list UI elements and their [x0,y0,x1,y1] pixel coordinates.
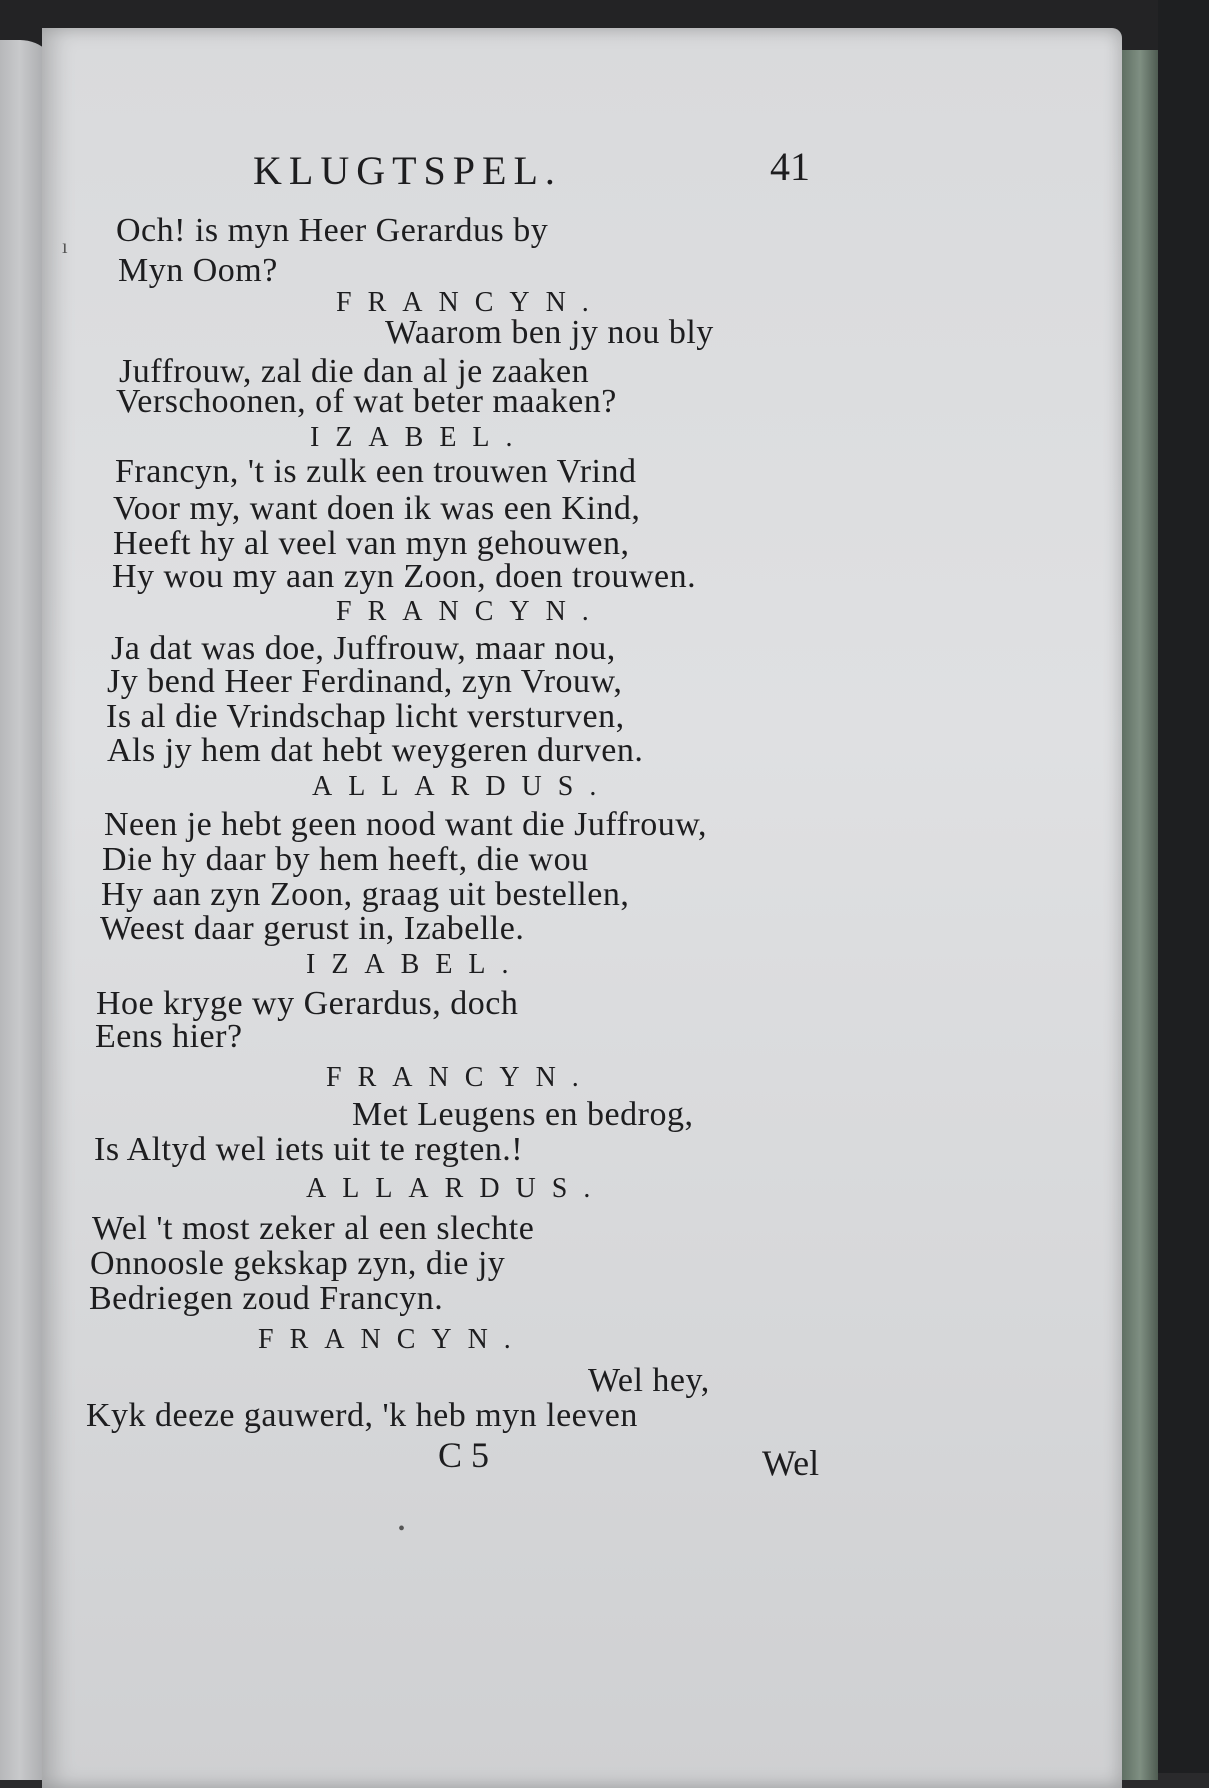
verse-line: Heeft hy al veel van myn gehouwen, [113,525,630,562]
verse-line: Is Altyd wel iets uit te regten.! [94,1131,524,1168]
verse-line: Bedriegen zoud Francyn. [89,1280,444,1317]
speaker-name: IZABEL. [306,949,525,980]
verse-line: Ja dat was doe, Juffrouw, maar nou, [111,630,616,667]
running-title: KLUGTSPEL. [253,148,562,193]
verse-line: Wel 't most zeker al een slechte [92,1210,535,1247]
speaker-name: IZABEL. [310,422,529,453]
signature-mark: C 5 [438,1435,490,1475]
verse-line: Waarom ben jy nou bly [385,314,714,351]
speaker-name: FRANCYN. [326,1062,595,1093]
verse-line: Eens hier? [95,1018,243,1055]
verse-line: Die hy daar by hem heeft, die wou [102,841,589,878]
background-right [1158,0,1209,1773]
verse-line: Als jy hem dat hebt weygeren durven. [107,732,644,769]
verse-line: Neen je hebt geen nood want die Juffrouw, [104,806,708,843]
speaker-name: ALLARDUS. [306,1173,607,1204]
ink-speck: ı [62,236,68,258]
catchword: Wel [762,1443,820,1483]
verse-line: Hoe kryge wy Gerardus, doch [96,985,519,1022]
verse-line: Met Leugens en bedrog, [352,1096,694,1133]
verse-line: Myn Oom? [118,252,278,289]
speaker-name: FRANCYN. [336,287,605,318]
verse-line: Kyk deeze gauwerd, 'k heb myn leeven [86,1397,638,1434]
verse-line: Juffrouw, zal die dan al je zaaken [119,353,590,390]
speaker-name: ALLARDUS. [312,771,613,802]
verse-line: Och! is myn Heer Gerardus by [116,212,549,249]
verse-line: Hy wou my aan zyn Zoon, doen trouwen. [112,558,697,595]
verse-line: Wel hey, [588,1362,710,1399]
verse-line: Onnoosle gekskap zyn, die jy [90,1245,506,1282]
verse-line: Francyn, 't is zulk een trouwen Vrind [115,453,637,490]
verse-line: Hy aan zyn Zoon, graag uit bestellen, [101,876,630,913]
verse-line: Verschoonen, of wat beter maaken? [116,383,617,420]
verse-line: Jy bend Heer Ferdinand, zyn Vrouw, [107,663,623,700]
page-number: 41 [770,144,810,189]
verse-line: Voor my, want doen ik was een Kind, [113,490,641,527]
verse-line: Is al die Vrindschap licht versturven, [106,698,625,735]
speaker-name: FRANCYN. [336,596,605,627]
speaker-name: FRANCYN. [258,1324,527,1355]
verse-line: Weest daar gerust in, Izabelle. [100,910,525,947]
ink-speck: • [398,1518,406,1540]
book-cover-edge [1122,50,1158,1780]
